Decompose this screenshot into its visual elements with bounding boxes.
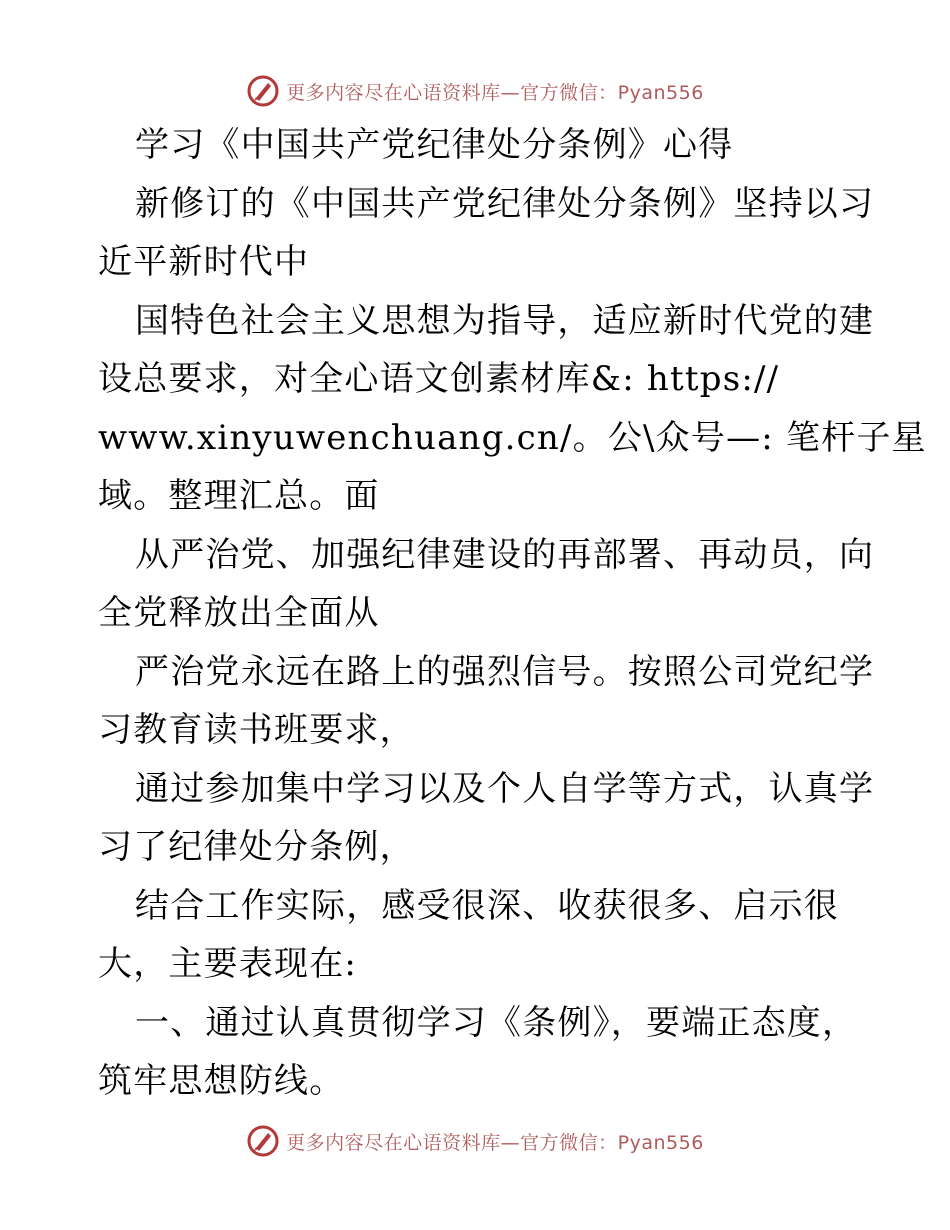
text-line: 通过参加集中学习以及个人自学等方式，认真学 <box>135 768 875 809</box>
watermark-text: 更多内容尽在心语资料库—官方微信：Pyan556 <box>286 1131 704 1154</box>
text-line: 国特色社会主义思想为指导，适应新时代党的建 <box>135 300 875 341</box>
text-line: 学习《中国共产党纪律处分条例》心得 <box>135 125 734 165</box>
text-line: 近平新时代中 <box>98 242 310 282</box>
text-line: 结合工作实际，感受很深、收获很多、启示很 <box>135 885 839 926</box>
text-line: 全党释放出全面从 <box>98 593 380 633</box>
text-line: 从严治党、加强纪律建设的再部署、再动员，向 <box>135 534 875 575</box>
text-line: www.xinyuwenchuang.cn/。公\众号—: 笔杆子星 <box>98 417 927 458</box>
text-line: 习了纪律处分条例， <box>98 827 415 867</box>
text-line: 一、通过认真贯彻学习《条例》，要端正态度， <box>135 1002 858 1043</box>
watermark-banner-top <box>0 71 950 111</box>
text-line: 域。整理汇总。面 <box>98 476 380 516</box>
watermark-banner-bottom <box>0 1121 950 1161</box>
text-line: 严治党永远在路上的强烈信号。按照公司党纪学 <box>135 651 875 692</box>
watermark-text: 更多内容尽在心语资料库—官方微信：Pyan556 <box>286 81 704 104</box>
text-line: 习教育读书班要求， <box>98 710 415 750</box>
watermark-logo-icon <box>246 74 280 108</box>
text-line: 新修订的《中国共产党纪律处分条例》坚持以习 <box>135 183 875 224</box>
document-body <box>98 116 927 1111</box>
text-line: 大，主要表现在: <box>98 944 358 984</box>
watermark-logo-icon <box>246 1124 280 1158</box>
text-line: 筑牢思想防线。 <box>98 1061 345 1101</box>
text-line: 设总要求，对全心语文创素材库&: https:// <box>98 359 780 399</box>
